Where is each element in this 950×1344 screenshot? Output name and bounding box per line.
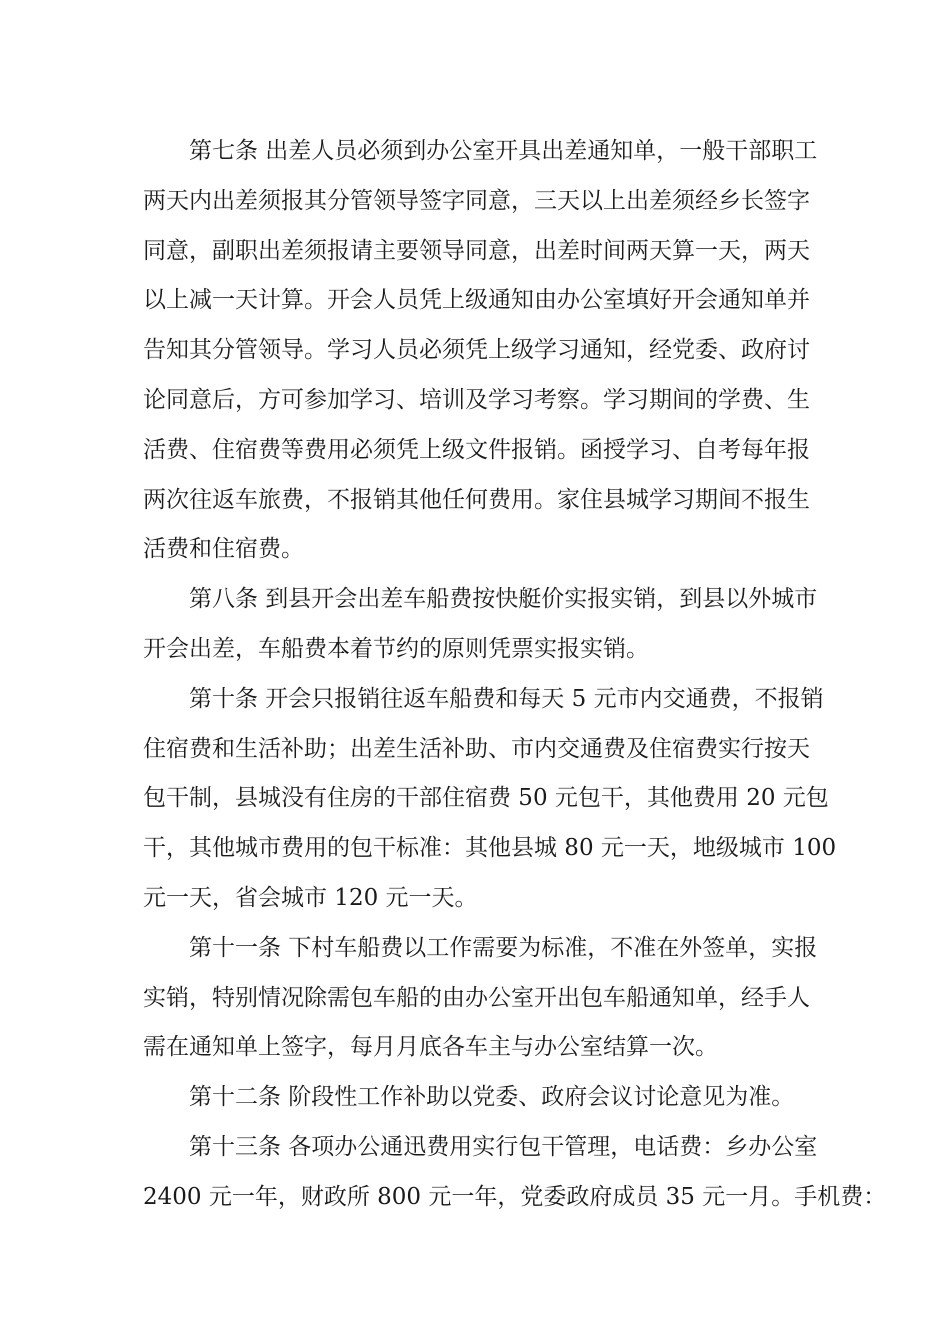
article-8-line-1: 第八条 到县开会出差车船费按快艇价实报实销，到县以外城市 (189, 586, 818, 613)
article-7-line-3: 同意，副职出差须报请主要领导同意，出差时间两天算一天，两天 (143, 237, 810, 264)
article-10-line-4: 干，其他城市费用的包干标准：其他县城 80 元一天，地级城市 100 (143, 835, 837, 862)
article-7-line-9: 活费和住宿费。 (143, 536, 304, 563)
article-11-line-2: 实销，特别情况除需包车船的由办公室开出包车船通知单，经手人 (143, 984, 810, 1011)
article-10-line-5: 元一天，省会城市 120 元一天。 (143, 884, 478, 911)
article-13-line-2: 2400 元一年，财政所 800 元一年，党委政府成员 35 元一月。手机费： (143, 1183, 887, 1210)
article-8-line-2: 开会出差，车船费本着节约的原则凭票实报实销。 (143, 635, 649, 662)
article-7-line-4: 以上减一天计算。开会人员凭上级通知由办公室填好开会通知单并 (143, 287, 810, 314)
article-7-line-5: 告知其分管领导。学习人员必须凭上级学习通知，经党委、政府讨 (143, 337, 810, 364)
article-13-line-1: 第十三条 各项办公通迅费用实行包干管理，电话费：乡办公室 (189, 1133, 818, 1160)
article-7-line-8: 两次往返车旅费，不报销其他任何费用。家住县城学习期间不报生 (143, 486, 810, 513)
article-10-line-2: 住宿费和生活补助；出差生活补助、市内交通费及住宿费实行按天 (143, 735, 810, 762)
document-body (143, 127, 887, 1223)
article-7-line-6: 论同意后，方可参加学习、培训及学习考察。学习期间的学费、生 (143, 386, 810, 413)
article-7-line-2: 两天内出差须报其分管领导签字同意，三天以上出差须经乡长签字 (143, 187, 810, 214)
article-10-line-3: 包干制，县城没有住房的干部住宿费 50 元包干，其他费用 20 元包 (143, 785, 829, 812)
article-11-line-3: 需在通知单上签字，每月月底各车主与办公室结算一次。 (143, 1034, 718, 1061)
article-11-line-1: 第十一条 下村车船费以工作需要为标准，不准在外签单，实报 (189, 934, 818, 961)
article-10-line-1: 第十条 开会只报销往返车船费和每天 5 元市内交通费，不报销 (189, 685, 824, 712)
article-12-line-1: 第十二条 阶段性工作补助以党委、政府会议讨论意见为准。 (189, 1084, 795, 1111)
article-7-line-1: 第七条 出差人员必须到办公室开具出差通知单，一般干部职工 (189, 138, 818, 164)
article-7-line-7: 活费、住宿费等费用必须凭上级文件报销。函授学习、自考每年报 (143, 436, 810, 463)
